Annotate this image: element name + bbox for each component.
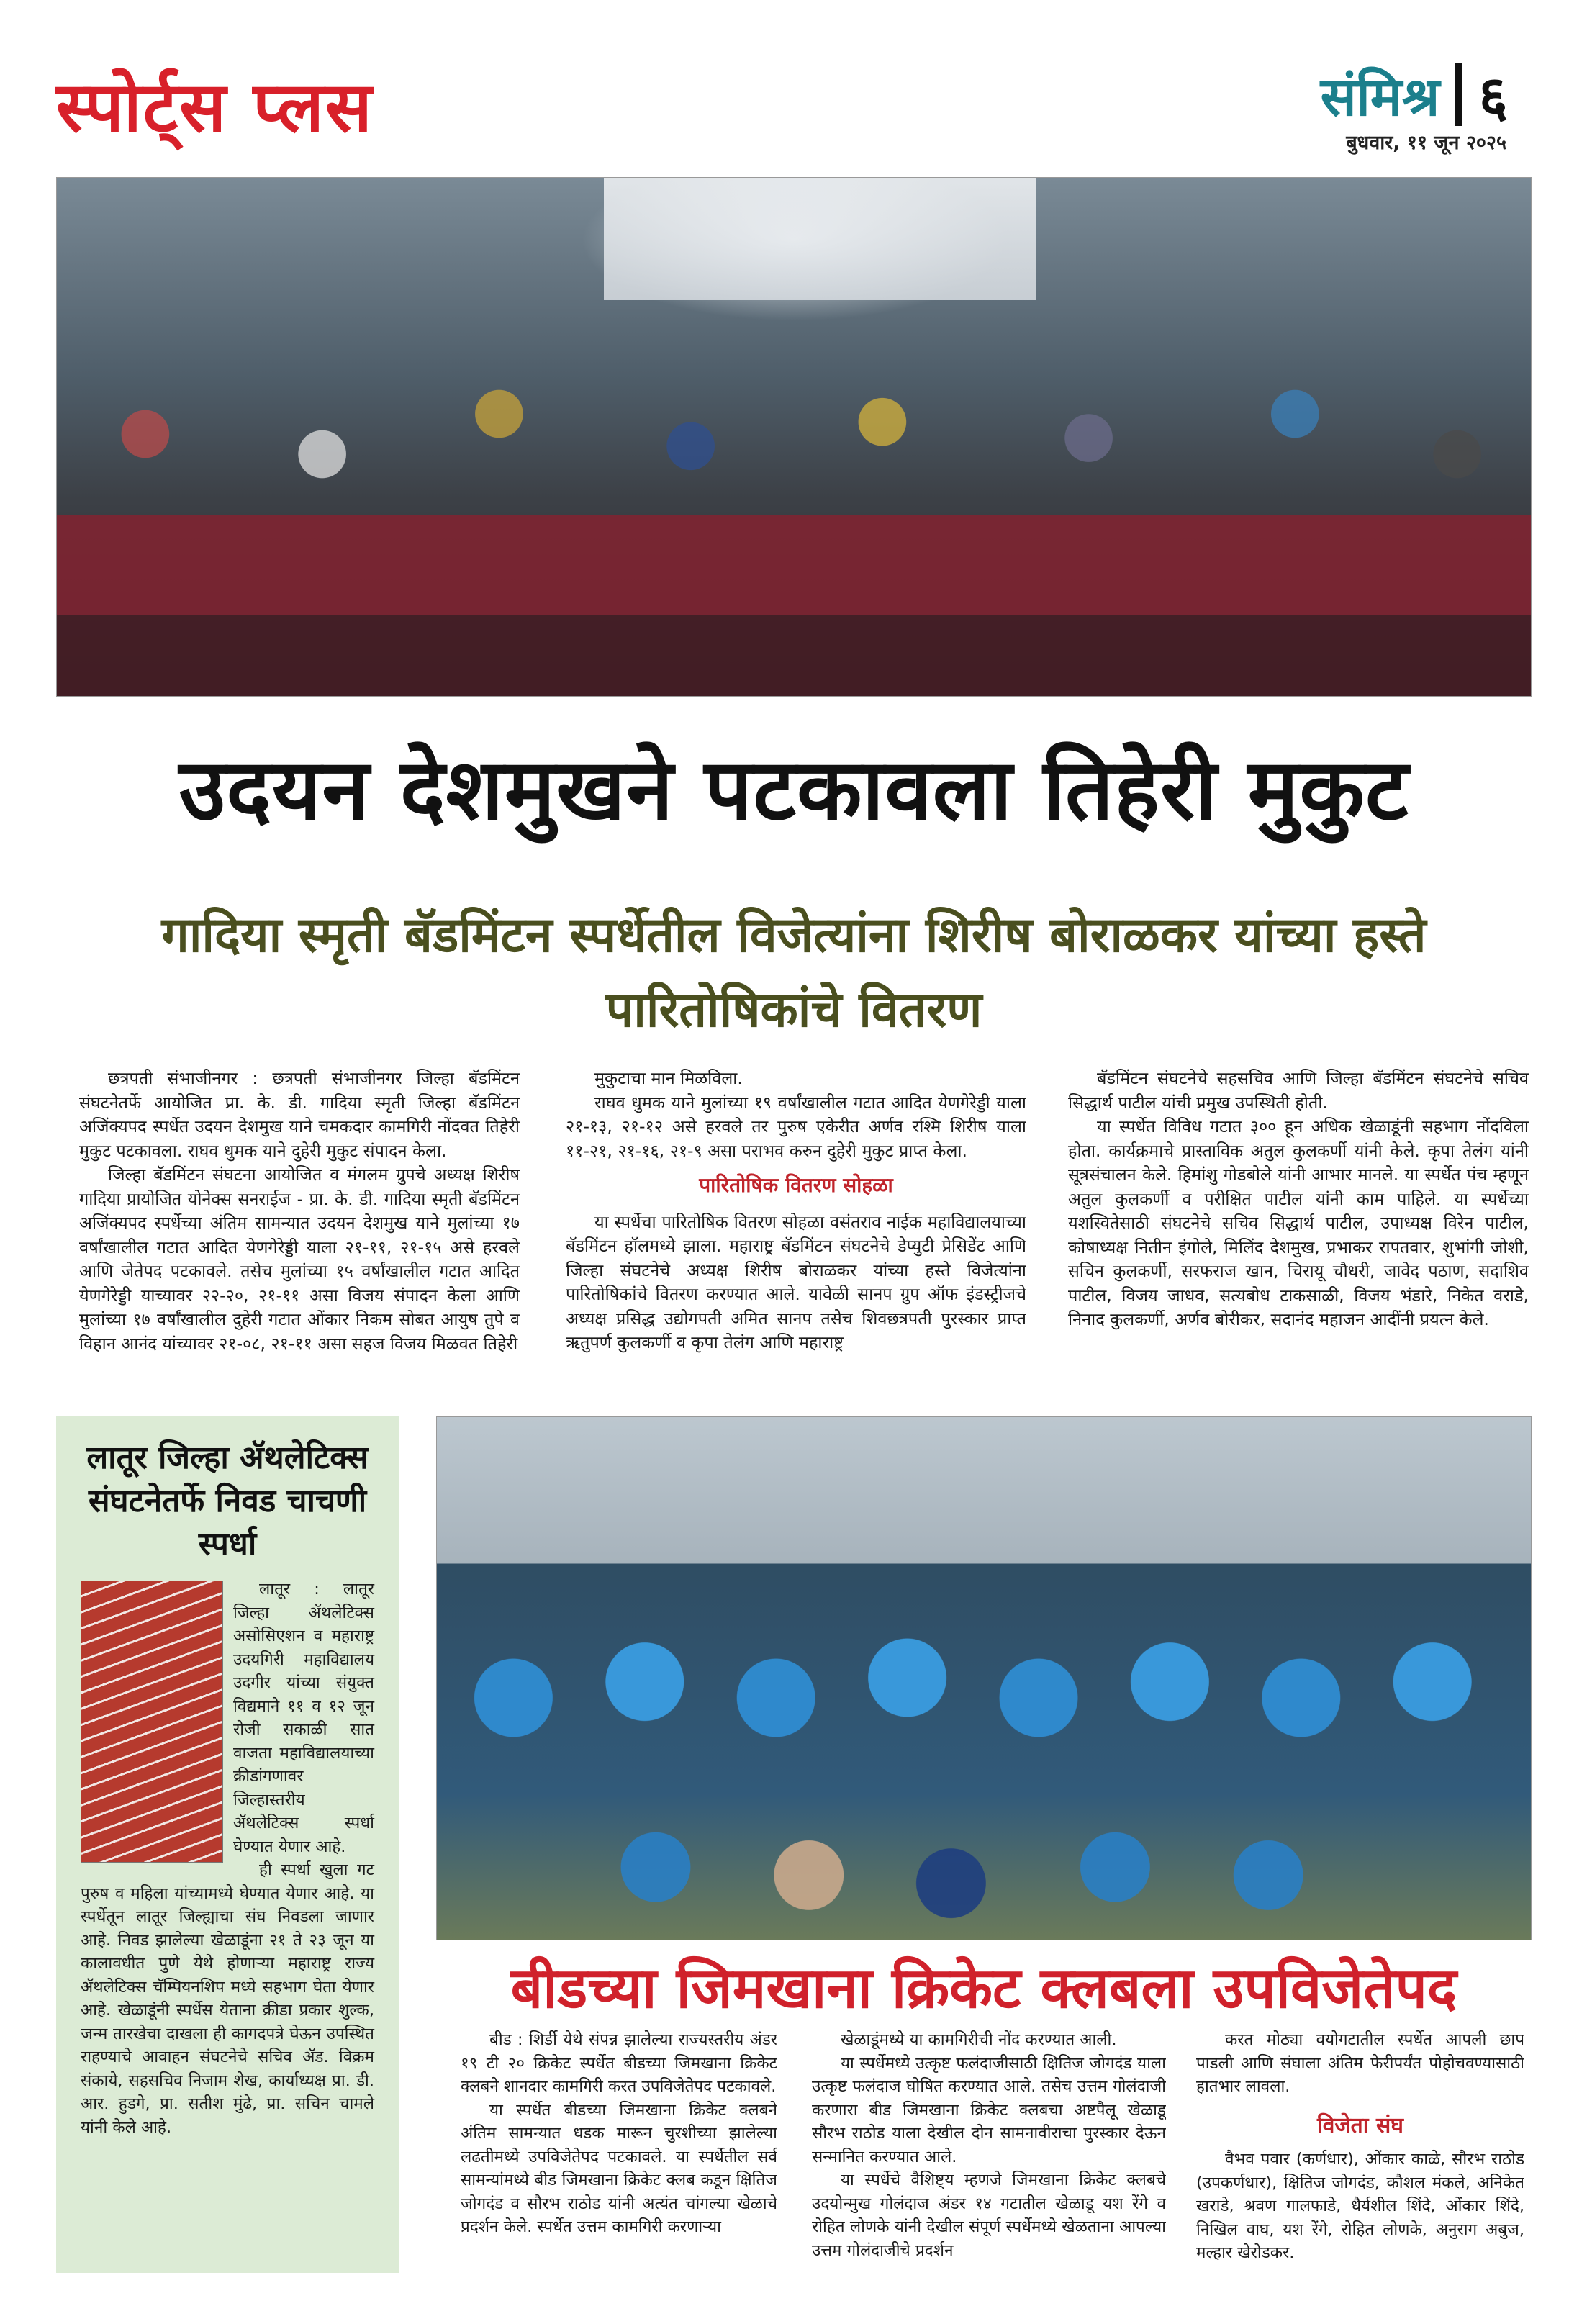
team-members-list: वैभव पवार (कर्णधार), ओंकार काळे, सौरभ राठोड (उपकर्णधार), क्षितिज जोगदंड, कौशल मंकले, अनिकेत खराडे, श्रवण गालफाडे, धैर्यशील शिंदे, ओंकार शिंदे, निखिल वाघ, यश रेंगे, रोहित लोणके, अनुराग अबुज, मल्हार खेरोडकर.: [1196, 2150, 1524, 2262]
cricket-story-column-3: [1196, 2028, 1524, 2273]
paragraph: या स्पर्धेत बीडच्या जिमखाना क्रिकेट क्लबने अंतिम सामन्यात धडक मारून चुरशीच्या झालेल्या लढतीमध्ये उपविजेतेपद पटकावले. या स्पर्धेतील सर्व सामन्यांमध्ये बीड जिमखाना क्रिकेट क्लब कडून क्षितिज जोगदंड व सौरभ राठोड यांनी अत्यंत चांगल्या खेळाचे प्रदर्शन केले. स्पर्धेत उत्तम कामगिरी करणाऱ्या: [461, 2100, 777, 2236]
paragraph: ही स्पर्धा खुला गट पुरुष व महिला यांच्यामध्ये घेण्यात येणार आहे. या स्पर्धेतून लातूर जिल्ह्याचा संघ निवडला जाणार आहे. निवड झालेल्या खेळाडूंना २१ ते २३ जून या कालावधीत पुणे येथे होणाऱ्या महाराष्ट्र राज्य ॲथलेटिक्स चॅम्पियनशिप मध्ये सहभाग घेता येणार आहे. खेळाडूंनी स्पर्धेस येताना क्रीडा प्रकार शुल्क, जन्म तारखेचा दाखला ही कागदपत्रे घेऊन उपस्थित राहण्याचे आवाहन संघटनेचे सचिव ॲड. विक्रम संकाये, सहसचिव निजाम शेख, कार्याध्यक्ष प्रा. डी. आर. हुडगे, प्रा. सतीश मुंढे, प्रा. सचिन चामले यांनी केले आहे.: [81, 1860, 374, 2137]
sidebar-body: [81, 1578, 374, 2139]
cricket-story-column-2: [812, 2028, 1166, 2273]
badminton-prize-photo: [56, 177, 1532, 697]
sidebar-title: लातूर जिल्हा ॲथलेटिक्स संघटनेतर्फे निवड चाचणी स्पर्धा: [86, 1439, 369, 1563]
main-story-column-1: [79, 1067, 520, 1398]
masthead-section-block: [1321, 56, 1508, 132]
cricket-story-column-1: [461, 2028, 777, 2273]
masthead-divider: [1455, 63, 1462, 126]
paragraph: या स्पर्धेमध्ये उत्कृष्ट फलंदाजीसाठी क्षितिज जोगदंड याला उत्कृष्ट फलंदाज घोषित करण्यात आले. तसेच उत्तम गोलंदाजी करणारा बीड जिमखाना क्रिकेट क्लबचा अष्टपैलू खेळाडू सौरभ राठोड याला देखील दोन सामनावीराचा पुरस्कार देऊन सन्मानित करण्यात आले.: [812, 2053, 1166, 2166]
dateline: बुधवार, ११ जून २०२५: [1346, 132, 1506, 154]
main-headline: उदयन देशमुखने पटकावला तिहेरी मुकुट: [178, 740, 1409, 839]
main-story-column-2: [566, 1067, 1026, 1398]
paragraph: या स्पर्धेचा पारितोषिक वितरण सोहळा वसंतराव नाईक महाविद्यालयाच्या बॅडमिंटन हॉलमध्ये झाला. महाराष्ट्र बॅडमिंटन संघटनेचे डेप्युटी प्रेसिडेंट आणि जिल्हा संघटनेचे अध्यक्ष शिरीष बोराळकर यांच्या हस्ते विजेत्यांना पारितोषिकांचे वितरण करण्यात आले. यावेळी सानप ग्रुप ऑफ इंडस्ट्रीजचे अध्यक्ष प्रसिद्ध उद्योगपती अमित सानप तसेच शिवछत्रपती पुरस्कार प्राप्त ऋतुपर्ण कुलकर्णी व कृपा तेलंग आणि महाराष्ट्र: [566, 1211, 1026, 1352]
paragraph: राघव धुमक याने मुलांच्या १९ वर्षांखालील गटात आदित येणगेरेड्डी याला २१-१३, २१-१२ असे हरवले तर पुरुष एकेरीत अर्णव रश्मि शिरीष याला ११-२१, २१-१६, २१-९ असा पराभव करुन दुहेरी मुकुट प्राप्त केला.: [566, 1092, 1026, 1161]
paragraph: या स्पर्धेत विविध गटात ३०० हून अधिक खेळाडूंनी सहभाग नोंदविला होता. कार्यक्रमाचे प्रास्ताविक अतुल कुलकर्णी यांनी केले. कृपा तेलंग यांनी सूत्रसंचालन केले. हिमांशु गोडबोले यांनी आभार मानले. या स्पर्धेत पंच म्हणून अतुल कुलकर्णी व परीक्षित पाटील यांनी काम पाहिले. या स्पर्धेच्या यशस्वितेसाठी संघटनेचे सचिव सिद्धार्थ पाटील, उपाध्यक्ष विरेन पाटील, कोषाध्यक्ष नितीन इंगोले, मिलिंद देशमुख, प्रभाकर रापतवार, शुभांगी जोशी, सचिन कुलकर्णी, सरफराज खान, चिरायू चौधरी, जावेद पठाण, सदाशिव पाटील, विजय जाधव, सत्यबोध टाकसाळी, विजय भंडारे, निकेत वराडे, निनाद कुलकर्णी, अर्णव बोरीकर, सदानंद महाजन आदींनी प्रयत्न केले.: [1068, 1116, 1529, 1329]
winning-team-subhead: विजेता संघ: [1316, 2112, 1404, 2138]
players-group-graphic: [57, 293, 1531, 696]
tournament-banner-graphic: [604, 178, 1036, 300]
paragraph: बॅडमिंटन संघटनेचे सहसचिव आणि जिल्हा बॅडमिंटन संघटनेचे सचिव सिद्धार्थ पाटील यांची प्रमुख उपस्थिती होती.: [1068, 1068, 1529, 1113]
paragraph: बीड : शिर्डी येथे संपन्न झालेल्या राज्यस्तरीय अंडर १९ टी २० क्रिकेट स्पर्धेत बीडच्या जिमखाना क्रिकेट क्लबने शानदार कामगिरी करत उपविजेतेपद पटकावले.: [461, 2030, 777, 2096]
masthead-title: स्पोर्ट्स प्लस: [56, 67, 374, 148]
section-name: संमिश्र: [1320, 65, 1440, 128]
team-players-graphic: [437, 1537, 1531, 1940]
cricket-headline: बीडच्या जिमखाना क्रिकेट क्लबला उपविजेतेपद: [510, 1956, 1457, 2021]
prize-ceremony-subhead: पारितोषिक वितरण सोहळा: [699, 1173, 893, 1197]
paragraph: करत मोठ्या वयोगटातील स्पर्धेत आपली छाप पाडली आणि संघाला अंतिम फेरीपर्यंत पोहोचवण्यासाठी हातभार लावला.: [1196, 2030, 1524, 2096]
paragraph: या स्पर्धेचे वैशिष्ट्य म्हणजे जिमखाना क्रिकेट क्लबचे उदयोन्मुख गोलंदाज अंडर १४ गटातील खेळाडू यश रेंगे व रोहित लोणके यांनी देखील संपूर्ण स्पर्धेमध्ये खेळताना आपल्या उत्तम गोलंदाजीचे प्रदर्शन: [812, 2171, 1166, 2260]
latur-athletics-sidebar: [56, 1416, 399, 2273]
page-number: ६: [1478, 64, 1508, 130]
paragraph: मुकुटाचा मान मिळविला.: [594, 1068, 743, 1088]
running-track-photo: [81, 1581, 223, 1863]
paragraph: जिल्हा बॅडमिंटन संघटना आयोजित व मंगलम ग्रुपचे अध्यक्ष शिरीष गादिया प्रायोजित योनेक्स सनराईज - प्रा. के. डी. गादिया स्मृती बॅडमिंटन अजिंक्यपद स्पर्धेच्या अंतिम सामन्यात उदयन देशमुख याने मुलांच्या १७ वर्षांखालील गटात आदित येणगेरेड्डी याला २१-११, २१-१५ असे हरवले आणि जेतेपद पटकावले. तसेच मुलांच्या १५ वर्षांखालील गटात आदित येणगेरेड्डी याच्यावर २२-२०, २१-११ असा विजय संपादन केला आणि मुलांच्या १७ वर्षांखालील दुहेरी गटात ओंकार निकम सोबत आयुष तुपे व विहान आनंद यांच्यावर २१-०८, २१-११ असा सहज विजय मिळवत तिहेरी: [79, 1165, 520, 1354]
paragraph: खेळाडूंमध्ये या कामगिरीची नोंद करण्यात आली.: [841, 2030, 1117, 2049]
cricket-team-photo: [436, 1416, 1532, 1940]
paragraph: लातूर : लातूर जिल्हा ॲथलेटिक्स असोसिएशन व महाराष्ट्र उदयगिरी महाविद्यालय उदगीर यांच्या संयुक्त विद्यमाने ११ व १२ जून रोजी सकाळी सात वाजता महाविद्यालयाच्या क्रीडांगणावर जिल्हास्तरीय ॲथलेटिक्स स्पर्धा घेण्यात येणार आहे.: [233, 1580, 374, 1856]
paragraph: छत्रपती संभाजीनगर : छत्रपती संभाजीनगर जिल्हा बॅडमिंटन संघटनेतर्फे आयोजित प्रा. के. डी. गादिया स्मृती जिल्हा बॅडमिंटन अजिंक्यपद स्पर्धेत उदयन देशमुख याने चमकदार कामगिरी नोंदवत तिहेरी मुकुट पटकावला. राघव धुमक याने दुहेरी मुकुट संपादन केला.: [79, 1068, 520, 1161]
main-subheadline: गादिया स्मृती बॅडमिंटन स्पर्धेतील विजेत्यांना शिरीष बोराळकर यांच्या हस्ते पारितोषिकांचे वितरण: [161, 907, 1427, 1039]
main-story-column-3: [1068, 1067, 1529, 1398]
